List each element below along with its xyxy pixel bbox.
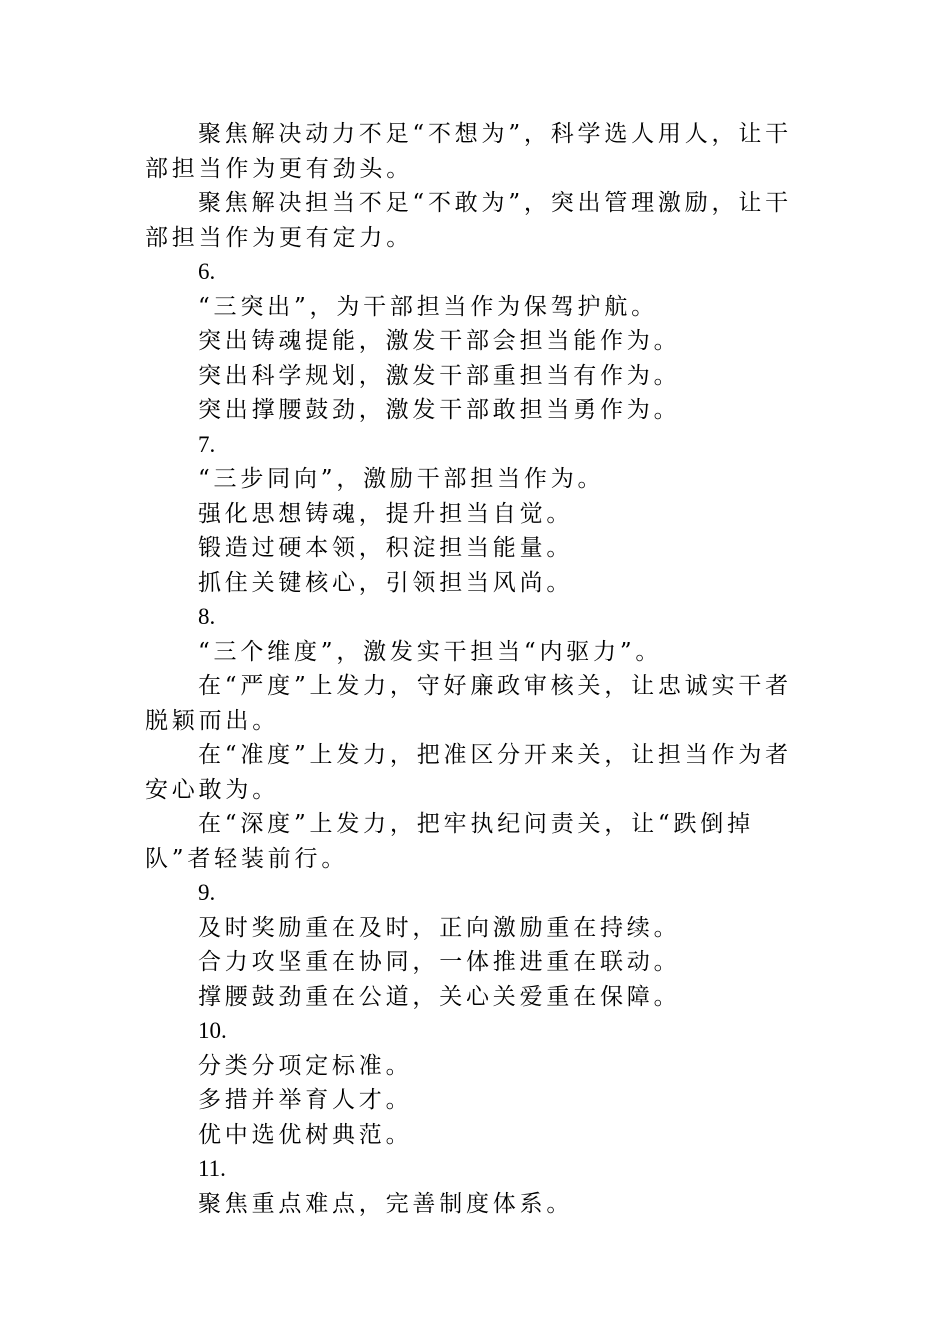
paragraph: 聚焦解决担当不足“不敢为”，突出管理激励，让干部担当作为更有定力。 [145,190,792,251]
section-number: 7. [198,431,216,457]
section-number: 9. [198,880,216,905]
paragraph: 多措并举育人才。 [198,1087,413,1113]
paragraph: 锻造过硬本领，积淀担当能量。 [198,535,574,561]
paragraph: 在“准度”上发力，把准区分开来关，让担当作为者安心敢为。 [145,742,792,803]
paragraph: 聚焦重点难点，完善制度体系。 [198,1190,574,1217]
paragraph: 及时奖励重在及时，正向激励重在持续。 [198,914,681,941]
section-number: 8. [198,604,216,629]
section-heading: “三步同向”，激励干部担当作为。 [198,466,605,492]
document-body [145,117,807,1221]
section-heading: “三突出”，为干部担当作为保驾护航。 [198,293,658,320]
paragraph: 分类分项定标准。 [198,1052,413,1079]
paragraph: 抓住关键核心，引领担当风尚。 [198,569,574,596]
paragraph: 突出科学规划，激发干部重担当有作为。 [198,362,681,389]
paragraph: 突出铸魂提能，激发干部会担当能作为。 [198,328,681,354]
section-number: 11. [198,1156,226,1181]
section-number: 10. [198,1018,227,1043]
paragraph: 聚焦解决动力不足“不想为”，科学选人用人，让干部担当作为更有劲头。 [145,121,792,182]
section-heading: “三个维度”，激发实干担当“内驱力”。 [198,638,663,665]
paragraph: 优中选优树典范。 [198,1121,413,1148]
paragraph: 合力攻坚重在协同，一体推进重在联动。 [198,949,681,975]
paragraph: 强化思想铸魂，提升担当自觉。 [198,500,574,527]
paragraph: 突出撑腰鼓劲，激发干部敢担当勇作为。 [198,397,681,423]
section-number: 6. [198,259,216,284]
paragraph: 在“严度”上发力，守好廉政审核关，让忠诚实干者脱颖而出。 [145,673,792,734]
paragraph: 撑腰鼓劲重在公道，关心关爱重在保障。 [198,983,681,1010]
paragraph: 在“深度”上发力，把牢执纪问责关，让“跌倒掉队”者轻装前行。 [145,811,754,872]
